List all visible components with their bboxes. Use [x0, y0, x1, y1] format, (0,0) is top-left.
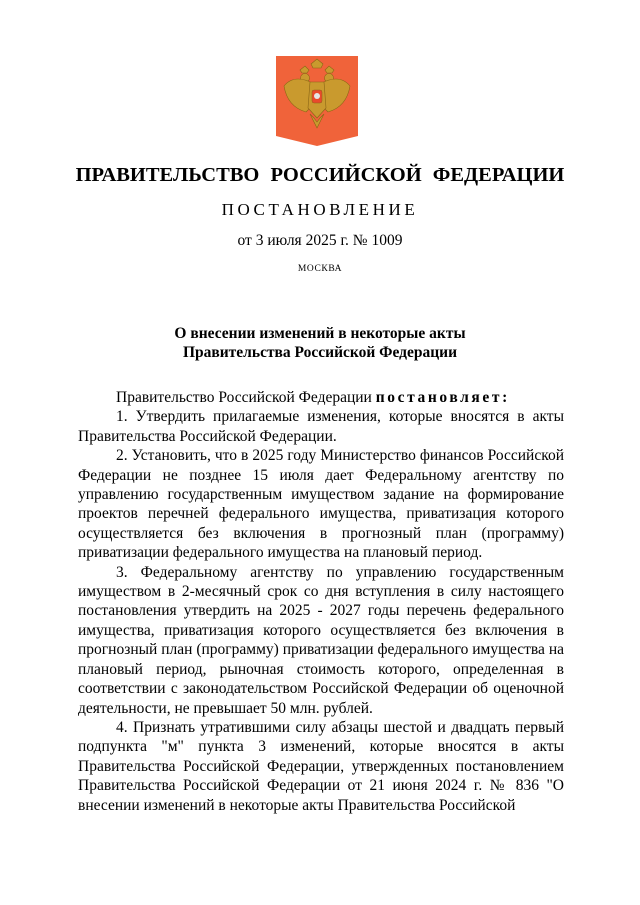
- document-type: ПОСТАНОВЛЕНИЕ: [221, 200, 419, 219]
- paragraph-2: 2. Установить, что в 2025 году Министерство финансов Российской Федерации не позднее 15 июля дает Федеральному агентству по управлению государственным имуществом задание на формирование проектов перечней федерального имущества, приватизация которого осуществляется без включения в прогнозный план (программу) приватизации федерального имущества на плановый период.: [78, 447, 564, 562]
- coat-of-arms-emblem: [276, 56, 358, 146]
- intro-verb: постановляет:: [375, 389, 510, 406]
- emblem-shield-tip: [276, 136, 358, 146]
- document-city: МОСКВА: [297, 264, 343, 274]
- intro-text: Правительство Российской Федерации: [116, 389, 376, 406]
- government-title: ПРАВИТЕЛЬСТВО РОССИЙСКОЙ ФЕДЕРАЦИИ: [75, 164, 565, 186]
- document-body: [78, 388, 564, 815]
- paragraph-1: 1. Утвердить прилагаемые изменения, которые вносятся в акты Правительства Российской Федерации.: [78, 408, 564, 445]
- document-subject: [0, 324, 640, 362]
- subject-line-2: Правительства Российской Федерации: [182, 344, 458, 361]
- paragraph-3: 3. Федеральному агентству по управлению государственным имуществом в 2-месячный срок со дня вступления в силу настоящего постановления утвердить на 2025 - 2027 годы перечень федерального имущества, приватизация которого осуществляется без включения в прогнозный план (программу) приватизации федерального имущества на плановый период, рыночная стоимость которого, определенная в соответствии с законодательством Российской Федерации об оценочной деятельности, не превышает 50 млн. рублей.: [78, 563, 564, 717]
- emblem-rider: [314, 93, 320, 99]
- subject-line-1: О внесении изменений в некоторые акты: [174, 325, 466, 342]
- document-date-number: от 3 июля 2025 г. № 1009: [237, 232, 403, 249]
- body-intro: [78, 388, 564, 407]
- paragraph-4: 4. Признать утратившими силу абзацы шестой и двадцать первый подпункта "м" пункта 3 изменений, которые вносятся в акты Правительства Российской Федерации, утвержденных постановлением Правительства Российской Федерации от 21 июня 2024 г. № 836 "О внесении изменений в некоторые акты Правительства Российской: [78, 718, 564, 814]
